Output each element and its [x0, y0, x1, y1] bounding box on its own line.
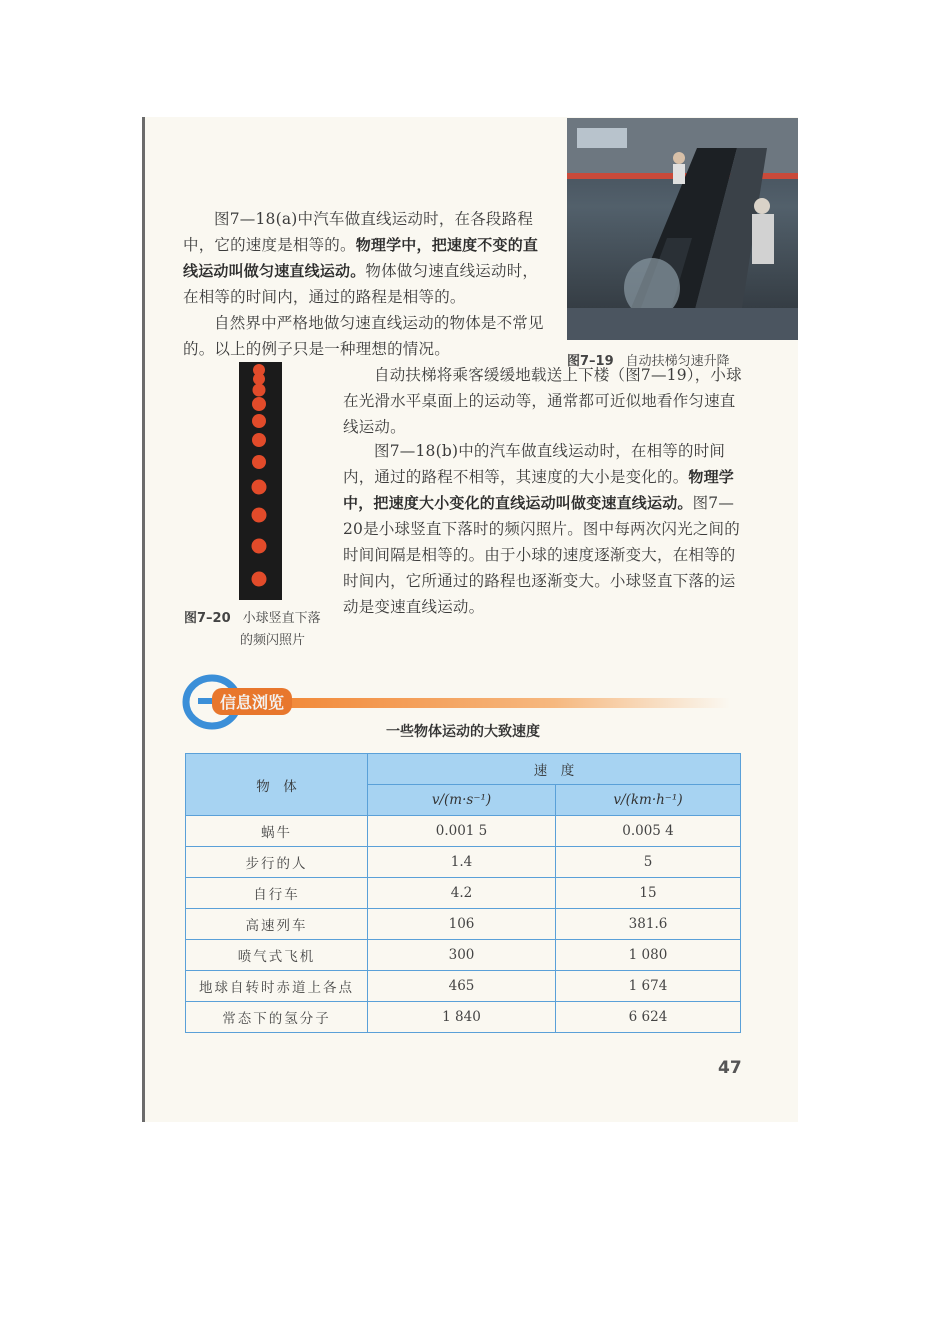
- paragraph-uniform-motion: [183, 206, 553, 310]
- table-row: [186, 1002, 741, 1033]
- p1-plain-text: 图7—18(a)中汽车做直线运动时，在各段路程中，它的速度是相等的。: [183, 210, 534, 254]
- row-name: 步行的人: [186, 847, 368, 878]
- row-ms: 1.4: [368, 847, 556, 878]
- escalator-illustration: [567, 118, 798, 340]
- strobe-photo: [239, 362, 282, 600]
- row-name: 蜗牛: [186, 816, 368, 847]
- row-name: 高速列车: [186, 909, 368, 940]
- table-row: [186, 816, 741, 847]
- row-kmh: 5: [556, 847, 741, 878]
- p1-rest-text: 物体做匀速直线运动时，在相等的时间内，通过的路程是相等的。: [183, 262, 539, 306]
- row-kmh: 381.6: [556, 909, 741, 940]
- row-name: 自行车: [186, 878, 368, 909]
- paragraph-escalator: [343, 362, 743, 440]
- table-header-row: [186, 754, 741, 785]
- p1-definition-bold: 物理学中，把速度不变的直线运动叫做匀速直线运动。: [183, 236, 539, 280]
- row-ms: 0.001 5: [368, 816, 556, 847]
- p4-definition-bold: 物理学中，把速度大小变化的直线运动叫做变速直线运动。: [343, 468, 735, 512]
- header-unit-kmh: v/(km·h⁻¹): [556, 785, 741, 816]
- row-ms: 106: [368, 909, 556, 940]
- figure-7-19-text: 自动扶梯匀速升降: [625, 354, 730, 369]
- paragraph-ideal-case: [183, 310, 553, 362]
- row-kmh: 6 624: [556, 1002, 741, 1033]
- figure-7-19-number: 图7–19: [567, 354, 614, 369]
- p4-plain-text: 图7—18(b)中的汽车做直线运动时，在相等的时间内，通过的路程不相等，其速度的大小是变化的。: [343, 442, 726, 486]
- figure-7-20-text-line2: 的频闪照片: [240, 633, 306, 648]
- figure-7-20-number: 图7–20: [184, 611, 231, 626]
- row-name: 喷气式飞机: [186, 940, 368, 971]
- p4-rest-text: 图7—20是小球竖直下落时的频闪照片。图中每两次闪光之间的时间间隔是相等的。由于小球的速度逐渐变大，在相等的时间内，它所通过的路程也逐渐变大。小球竖直下落的运动是变速直线运动。: [343, 494, 740, 616]
- page-number: 47: [718, 1058, 742, 1078]
- row-name: 常态下的氢分子: [186, 1002, 368, 1033]
- row-name: 地球自转时赤道上各点: [186, 971, 368, 1002]
- row-ms: 4.2: [368, 878, 556, 909]
- row-kmh: 1 080: [556, 940, 741, 971]
- table-row: [186, 878, 741, 909]
- speed-table: [185, 753, 741, 1033]
- banner-bar: [290, 698, 730, 708]
- table-row: [186, 940, 741, 971]
- row-ms: 300: [368, 940, 556, 971]
- row-ms: 1 840: [368, 1002, 556, 1033]
- row-kmh: 0.005 4: [556, 816, 741, 847]
- figure-7-20-text-line1: 小球竖直下落: [242, 611, 321, 626]
- p3-text: 自动扶梯将乘客缓缓地载送上下楼（图7—19），小球在光滑水平桌面上的运动等，通常都可近似地看作匀速直线运动。: [343, 366, 742, 436]
- table-row: [186, 971, 741, 1002]
- table-row: [186, 909, 741, 940]
- header-object: 物 体: [186, 754, 368, 816]
- header-unit-ms: v/(m·s⁻¹): [368, 785, 556, 816]
- falling-ball-strobe: [239, 362, 282, 600]
- escalator-photo: [567, 118, 798, 340]
- p2-text: 自然界中严格地做匀速直线运动的物体是不常见的。以上的例子只是一种理想的情况。: [183, 314, 544, 358]
- table-row: [186, 847, 741, 878]
- banner-title: 信息浏览: [212, 688, 292, 715]
- row-kmh: 15: [556, 878, 741, 909]
- header-speed: 速 度: [368, 754, 741, 785]
- table-title: 一些物体运动的大致速度: [386, 724, 540, 740]
- row-kmh: 1 674: [556, 971, 741, 1002]
- figure-7-20-caption: [184, 608, 321, 652]
- paragraph-variable-motion: [343, 438, 743, 620]
- row-ms: 465: [368, 971, 556, 1002]
